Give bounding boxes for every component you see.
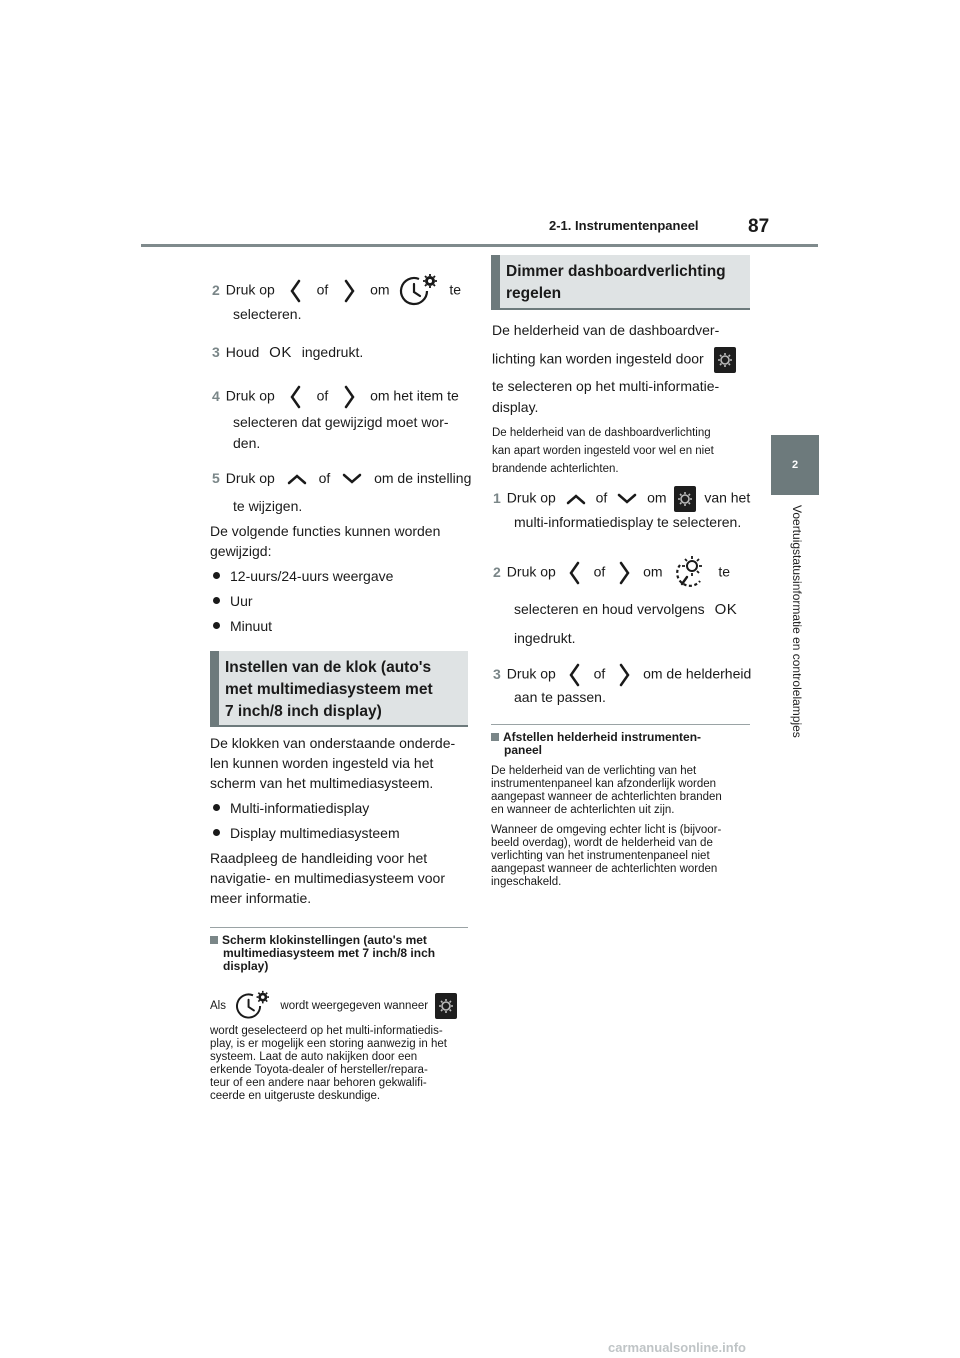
note-body-brightness: De helderheid van de verlichting van het instrumentenpaneel kan afzonderlijk worden aangepast wanneer de achterlichten branden en wanneer de achterlichten uit zijn. Wanneer de omgeving echter licht is (bijvoor- beeld overdag), wordt de helderheid van de verlichting van het instrumentenpaneel niet aangepast wanneer de achterlichten worden ingeschakeld. bbox=[491, 765, 722, 888]
step-number: 2 bbox=[212, 281, 220, 298]
refer-text: meer informatie. bbox=[210, 890, 312, 906]
right-step-3-cont: aan te passen. bbox=[514, 689, 606, 705]
display-item: Display multimediasysteem bbox=[213, 823, 400, 843]
clock-text: De klokken van onderstaande onderde- bbox=[210, 735, 456, 751]
step-number: 3 bbox=[212, 344, 220, 360]
step-number: 3 bbox=[493, 665, 501, 682]
chevron-down-icon bbox=[615, 491, 639, 507]
clock-settings-icon bbox=[233, 990, 273, 1022]
clock-text: scherm van het multimediasysteem. bbox=[210, 775, 434, 791]
functions-intro: De volgende functies kunnen worden bbox=[210, 523, 441, 539]
left-step-4: 4 Druk op of om het item te bbox=[212, 384, 459, 410]
chapter-title: Voertuigstatusinformatie en controlelampjes bbox=[790, 505, 804, 738]
display-item: Multi-informatiedisplay bbox=[213, 798, 369, 818]
chevron-right-icon bbox=[615, 560, 633, 586]
section-heading-clock: Instellen van de klok (auto's met multimediasysteem met 7 inch/8 inch display) bbox=[210, 651, 468, 727]
right-step-2-cont: selecteren en houd vervolgens OK bbox=[514, 601, 738, 619]
note-title-clock: Scherm klokinstellingen (auto's met multimediasysteem met 7 inch/8 inch display) bbox=[210, 934, 468, 973]
function-item: 12-uurs/24-uurs weergave bbox=[213, 566, 393, 586]
right-step-1: 1 Druk op of om van het bbox=[493, 486, 750, 512]
settings-gear-icon bbox=[435, 993, 457, 1019]
note-first-line: Als wordt weergegeven wanneer bbox=[210, 990, 457, 1022]
chevron-up-icon bbox=[564, 491, 588, 507]
section-title: 2-1. Instrumentenpaneel bbox=[549, 218, 699, 233]
dimmer-intro: lichting kan worden ingesteld door bbox=[492, 347, 736, 373]
right-step-3: 3 Druk op of om de helderheid bbox=[493, 662, 751, 688]
settings-gear-icon bbox=[674, 486, 696, 512]
left-step-2: 2 Druk op of om te bbox=[212, 273, 461, 309]
chevron-left-icon bbox=[287, 384, 305, 410]
function-item: Uur bbox=[213, 591, 253, 611]
brightness-dial-icon bbox=[670, 553, 710, 593]
dimmer-small-text: De helderheid van de dashboardverlichting kan apart worden ingesteld voor wel en niet brandende achterlichten. bbox=[492, 427, 714, 475]
watermark: carmanualsonline.info bbox=[608, 1340, 746, 1355]
settings-gear-icon bbox=[714, 347, 736, 373]
chevron-right-icon bbox=[615, 662, 633, 688]
refer-text: navigatie- en multimediasysteem voor bbox=[210, 870, 445, 886]
ok-button-icon: OK bbox=[714, 601, 738, 619]
note-title-brightness: Afstellen helderheid instrumenten- paneel bbox=[491, 731, 750, 757]
step-number: 5 bbox=[212, 470, 220, 486]
section-heading-dimmer: Dimmer dashboardverlichting regelen bbox=[491, 255, 750, 310]
page-number: 87 bbox=[748, 216, 770, 237]
step-number: 1 bbox=[493, 489, 501, 506]
ok-button-icon: OK bbox=[269, 344, 292, 362]
left-step-2-cont: selecteren. bbox=[233, 306, 302, 322]
left-step-4-cont: den. bbox=[233, 435, 261, 451]
dimmer-intro: display. bbox=[492, 399, 539, 415]
left-step-4-cont: selecteren dat gewijzigd moet wor- bbox=[233, 414, 449, 430]
note-rule bbox=[491, 724, 750, 725]
function-item: Minuut bbox=[213, 616, 272, 636]
right-step-2: 2 Druk op of om te bbox=[493, 553, 730, 593]
clock-settings-icon bbox=[397, 273, 441, 309]
refer-text: Raadpleeg de handleiding voor het bbox=[210, 850, 428, 866]
header-rule bbox=[141, 244, 818, 247]
chevron-left-icon bbox=[566, 662, 584, 688]
dimmer-intro: te selecteren op het multi-informatie- bbox=[492, 378, 720, 394]
step-number: 4 bbox=[212, 387, 220, 404]
chevron-left-icon bbox=[566, 560, 584, 586]
chevron-down-icon bbox=[340, 471, 364, 487]
clock-text: len kunnen worden ingesteld via het bbox=[210, 755, 434, 771]
right-step-2-cont: ingedrukt. bbox=[514, 630, 576, 646]
chevron-right-icon bbox=[340, 384, 358, 410]
left-step-3: 3 Houd OK ingedrukt. bbox=[212, 344, 364, 362]
right-step-1-cont: multi-informatiedisplay te selecteren. bbox=[514, 514, 742, 530]
note-rule bbox=[210, 927, 468, 928]
dimmer-intro: De helderheid van de dashboardver- bbox=[492, 322, 720, 338]
functions-intro: gewijzigd: bbox=[210, 543, 272, 559]
step-number: 2 bbox=[493, 563, 501, 580]
note-body-clock: wordt geselecteerd op het multi-informatiedis- play, is er mogelijk een storing aanwezig in het systeem. Laat de auto nakijken door een erkende Toyota-dealer of hersteller/repara- teur of een andere naar behoren gekwalifi- ceerde en uitgeruste deskundige. bbox=[210, 1025, 447, 1102]
left-step-5-cont: te wijzigen. bbox=[233, 498, 303, 514]
chevron-right-icon bbox=[340, 278, 358, 304]
chevron-up-icon bbox=[285, 471, 309, 487]
chapter-tab: 2 bbox=[771, 435, 819, 495]
left-step-5: 5 Druk op of om de instelling bbox=[212, 470, 472, 486]
chevron-left-icon bbox=[287, 278, 305, 304]
